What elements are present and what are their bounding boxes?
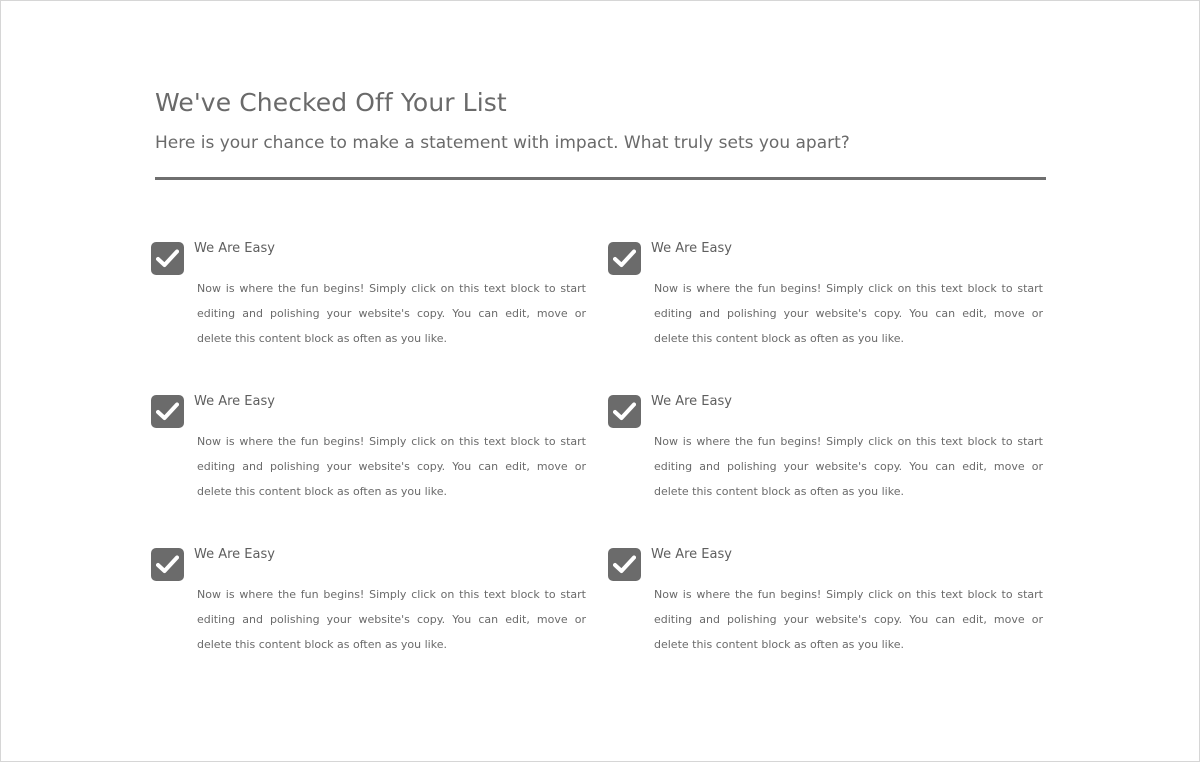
checkbox-checked-icon — [151, 395, 184, 428]
checkbox-checked-icon — [608, 395, 641, 428]
feature-item — [608, 241, 1048, 361]
checkbox-checked-icon — [151, 548, 184, 581]
features-header — [155, 85, 1046, 180]
feature-description[interactable]: Now is where the fun begins! Simply click on this text block to start editing and polishing your website's copy. You can edit, move or delete this content block as often as you like. — [654, 282, 1043, 345]
feature-item — [151, 241, 591, 361]
feature-title[interactable]: We Are Easy — [194, 241, 275, 256]
feature-title[interactable]: We Are Easy — [194, 547, 275, 562]
feature-item — [608, 394, 1048, 514]
feature-title[interactable]: We Are Easy — [651, 547, 732, 562]
feature-title[interactable]: We Are Easy — [651, 241, 732, 256]
checkbox-checked-icon — [608, 548, 641, 581]
section-subtitle[interactable]: Here is your chance to make a statement with impact. What truly sets you apart? — [155, 133, 850, 153]
feature-description[interactable]: Now is where the fun begins! Simply click on this text block to start editing and polishing your website's copy. You can edit, move or delete this content block as often as you like. — [654, 588, 1043, 651]
feature-title[interactable]: We Are Easy — [651, 394, 732, 409]
feature-item — [151, 394, 591, 514]
section-title[interactable]: We've Checked Off Your List — [155, 88, 507, 117]
feature-description[interactable]: Now is where the fun begins! Simply click on this text block to start editing and polishing your website's copy. You can edit, move or delete this content block as often as you like. — [197, 588, 586, 651]
section-divider — [155, 177, 1046, 180]
checkbox-checked-icon — [608, 242, 641, 275]
feature-description[interactable]: Now is where the fun begins! Simply click on this text block to start editing and polishing your website's copy. You can edit, move or delete this content block as often as you like. — [197, 282, 586, 345]
feature-description[interactable]: Now is where the fun begins! Simply click on this text block to start editing and polishing your website's copy. You can edit, move or delete this content block as often as you like. — [654, 435, 1043, 498]
feature-item — [608, 547, 1048, 667]
checkbox-checked-icon — [151, 242, 184, 275]
feature-item — [151, 547, 591, 667]
feature-description[interactable]: Now is where the fun begins! Simply click on this text block to start editing and polishing your website's copy. You can edit, move or delete this content block as often as you like. — [197, 435, 586, 498]
feature-title[interactable]: We Are Easy — [194, 394, 275, 409]
